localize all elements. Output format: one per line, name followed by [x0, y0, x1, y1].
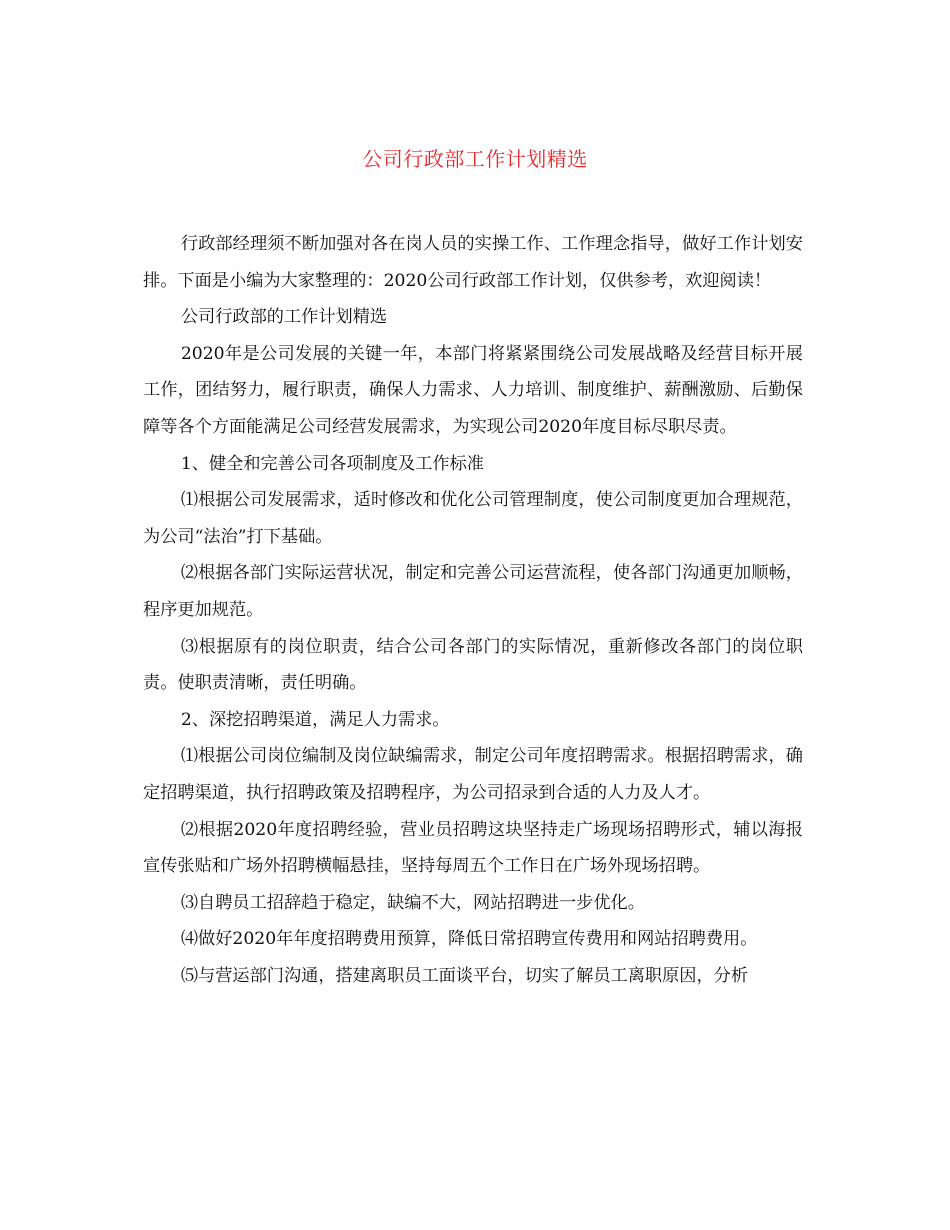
paragraph-2-3: ⑶自聘员工招辞趋于稳定，缺编不大，网站招聘进一步优化。: [180, 892, 645, 913]
paragraph-2-5: ⑸与营运部门沟通，搭建离职员工面谈平台，切实了解员工离职原因，分析: [180, 965, 749, 986]
paragraph-2-1: ⑴根据公司岗位编制及岗位缺编需求，制定公司年度招聘需求。根据招聘需求，确定招聘渠道，执行招聘政策及招聘程序，为公司招录到合适的人力及人才。: [143, 746, 803, 803]
document-body: [143, 226, 803, 994]
paragraph-2-4: ⑷做好2020年年度招聘费用预算，降低日常招聘宣传费用和网站招聘费用。: [180, 929, 758, 950]
paragraph-1-3: ⑶根据原有的岗位职责，结合公司各部门的实际情况，重新修改各部门的岗位职责。使职责清晰，责任明确。: [143, 636, 803, 694]
paragraph-intro: 行政部经理须不断加强对各在岗人员的实操工作、工作理念指导，做好工作计划安排。下面是小编为大家整理的：2020公司行政部工作计划，仅供参考，欢迎阅读！: [143, 234, 803, 291]
document-title: 公司行政部工作计划精选: [362, 147, 588, 171]
paragraph-2-2: ⑵根据2020年度招聘经验，营业员招聘这块坚持走广场现场招聘形式，辅以海报宣传张贴和广场外招聘横幅悬挂，坚持每周五个工作日在广场外现场招聘。: [143, 819, 803, 877]
section-heading-2: 2、深挖招聘渠道，满足人力需求。: [180, 709, 450, 730]
section-heading-1: 1、健全和完善公司各项制度及工作标准: [180, 453, 484, 474]
paragraph-1-2: ⑵根据各部门实际运营状况，制定和完善公司运营流程，使各部门沟通更加顺畅，程序更加规范。: [143, 563, 803, 620]
paragraph-overview: 2020年是公司发展的关键一年，本部门将紧紧围绕公司发展战略及经营目标开展工作，团结努力，履行职责，确保人力需求、人力培训、制度维护、薪酬激励、后勤保障等各个方面能满足公司经营发展需求，为实现公司2020年度目标尽职尽责。: [143, 343, 803, 437]
paragraph-1-1: ⑴根据公司发展需求，适时修改和优化公司管理制度，使公司制度更加合理规范，为公司“法治”打下基础。: [143, 490, 803, 547]
paragraph-subtitle: 公司行政部的工作计划精选: [180, 307, 388, 328]
